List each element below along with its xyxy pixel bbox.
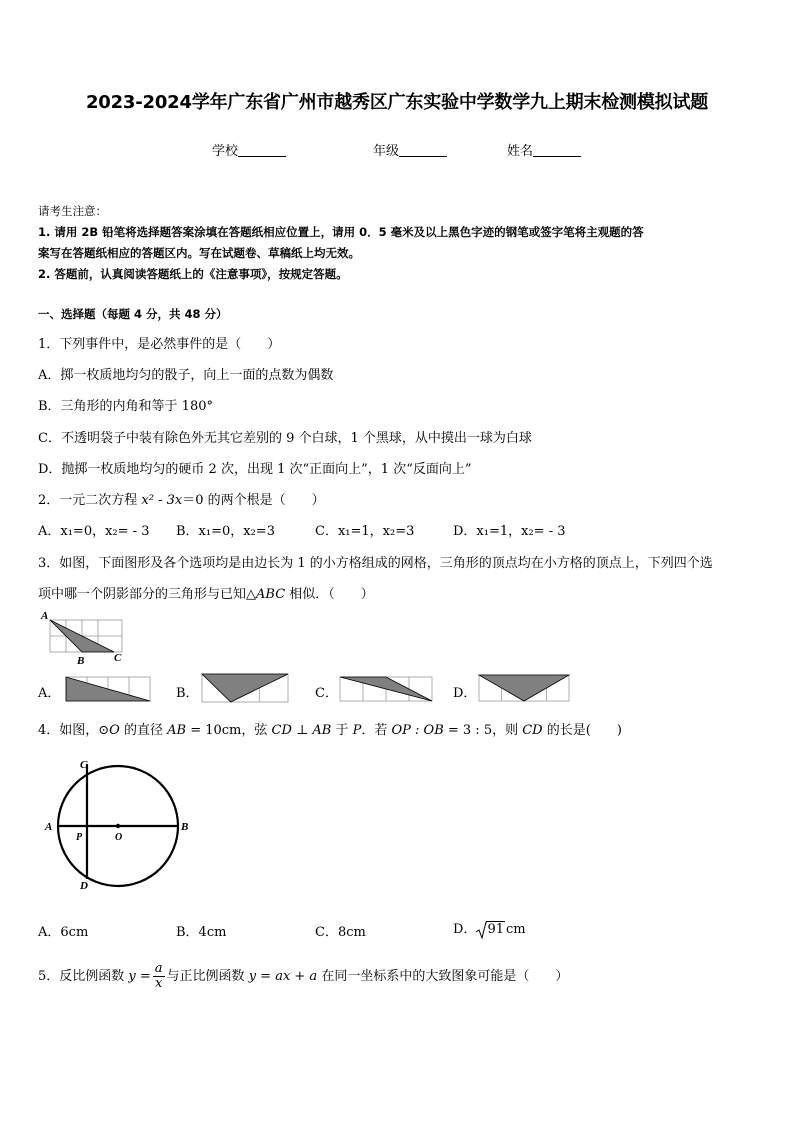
q3-line2-prefix: 项中哪一个阴影部分的三角形与已知: [38, 587, 247, 602]
page-title: 2023-2024学年广东省广州市越秀区广东实验中学数学九上期末检测模拟试题: [85, 92, 709, 113]
q3-reference-figure: [38, 608, 134, 666]
q4-stem-1: 4．如图，: [38, 723, 99, 738]
q3-label-b: B: [77, 655, 85, 666]
q5-stem-1: 5．反比例函数: [38, 969, 129, 984]
q3-option-b-figure[interactable]: [200, 672, 292, 706]
q2-stem: [38, 489, 325, 508]
q4-label-a: A: [45, 821, 53, 833]
notice-item1-line1: 1. 请用 2B 铅笔将选择题答案涂填在答题纸相应位置上，请用 0．5 毫米及以上黑色字迹的钢笔或签字笔将主观题的答: [38, 225, 644, 239]
q4-stem-7: 的长是( ): [542, 723, 622, 738]
q4-label-d: D: [80, 880, 88, 892]
q5-stem-2: 与正比例函数: [166, 969, 249, 984]
grade-field[interactable]: [373, 140, 447, 159]
q3-option-c-figure[interactable]: [338, 675, 436, 705]
name-blank[interactable]: [533, 144, 581, 157]
q4-center-dot: [116, 824, 120, 828]
q4-sqrt: [476, 922, 505, 937]
q5-fraction-denominator: x: [154, 976, 163, 991]
school-label: 学校: [212, 144, 239, 159]
q5-stem: [38, 962, 568, 991]
q1-option-b[interactable]: B．三角形的内角和等于 180°: [38, 399, 213, 414]
q2-option-d[interactable]: D．x₁=1，x₂= - 3: [453, 524, 566, 539]
grade-label: 年级: [373, 144, 400, 159]
q4-label-c: C: [80, 759, 88, 771]
q3-line2: [38, 583, 374, 602]
q5-linear-function: y = ax + a: [248, 969, 318, 984]
q4-label-b: B: [181, 821, 189, 833]
q1-option-a[interactable]: A．掷一枚质地均匀的骰子，向上一面的点数为偶数: [38, 368, 334, 383]
q3-option-a-label[interactable]: A．: [38, 686, 61, 701]
notice-heading: 请考生注意：: [38, 204, 107, 218]
q5-fraction-numerator: a: [154, 961, 163, 976]
q2-option-b[interactable]: B．x₁=0，x₂=3: [176, 524, 275, 539]
q3-triangle-name: △ABC: [246, 587, 286, 602]
q1-stem: 1．下列事件中，是必然事件的是（ ）: [38, 337, 281, 352]
q4-sqrt-radicand: 91: [487, 922, 504, 937]
q4-option-d-unit: cm: [505, 922, 526, 937]
q2-option-c[interactable]: C．x₁=1，x₂=3: [315, 524, 415, 539]
q3-line1: 3．如图，下面图形及各个选项均是由边长为 1 的小方格组成的网格，三角形的顶点均在小方格的顶点上，下列四个选: [38, 556, 713, 571]
school-field[interactable]: [212, 140, 286, 159]
q4-circle-o: ⊙O: [98, 723, 120, 738]
q4-option-d[interactable]: [453, 918, 526, 937]
q2-stem-suffix: ＝0 的两个根是（ ）: [182, 493, 325, 508]
q4-label-p: P: [76, 832, 83, 843]
q4-ratio: OP : OB: [391, 723, 444, 738]
q3-option-b-label[interactable]: B．: [176, 686, 199, 701]
q5-y-equals: y =: [128, 969, 151, 984]
notice-item1-line2: 案写在答题纸相应的答题区内。写在试题卷、草稿纸上均无效。: [38, 246, 360, 260]
q1-option-d[interactable]: D．抛掷一枚质地均匀的硬币 2 次，出现 1 次“正面向上”，1 次“反面向上”: [38, 462, 472, 477]
q3-option-a-figure[interactable]: [64, 675, 154, 705]
q3-option-d-label[interactable]: D．: [453, 686, 477, 701]
q4-option-d-prefix: D．: [453, 922, 477, 937]
q4-stem: [38, 719, 622, 738]
q4-option-c[interactable]: C．8cm: [315, 925, 366, 940]
q4-option-a[interactable]: A．6cm: [38, 925, 89, 940]
q4-diameter-ab: AB: [167, 723, 187, 738]
q4-stem-5: ．若: [361, 723, 392, 738]
q3-option-d-figure[interactable]: [477, 673, 573, 705]
q4-point-p: P: [352, 723, 362, 738]
q1-option-c[interactable]: C．不透明袋子中装有除色外无其它差别的 9 个白球，1 个黑球，从中摸出一球为白球: [38, 431, 532, 446]
q4-label-o: O: [115, 832, 123, 843]
q4-stem-4: 于: [331, 723, 353, 738]
school-blank[interactable]: [238, 144, 286, 157]
q3-line2-suffix: 相似．（ ）: [285, 587, 374, 602]
q2-equation: x² - 3x: [141, 493, 183, 508]
q4-cd-length: CD: [522, 723, 543, 738]
q3-label-c: C: [114, 652, 122, 664]
radical-sign-icon: [476, 921, 487, 940]
notice-item2: 2. 答题前，认真阅读答题纸上的《注意事项》，按规定答题。: [38, 267, 348, 281]
q3-option-c-label[interactable]: C．: [315, 686, 338, 701]
q4-circle-figure: [40, 752, 200, 894]
q4-stem-6: = 3 : 5，则: [443, 723, 523, 738]
name-label: 姓名: [507, 144, 534, 159]
section-heading: 一、选择题（每题 4 分，共 48 分）: [38, 307, 228, 321]
q3-option-d-triangle: [479, 675, 569, 701]
q4-option-b[interactable]: B．4cm: [176, 925, 227, 940]
q3-option-b-triangle: [202, 674, 288, 702]
grade-blank[interactable]: [399, 144, 447, 157]
q5-fraction: [153, 962, 165, 991]
name-field[interactable]: [507, 140, 581, 159]
q4-stem-3: = 10cm，弦: [186, 723, 272, 738]
q5-stem-3: 在同一坐标系中的大致图象可能是（ ）: [317, 969, 569, 984]
q3-label-a: A: [41, 610, 49, 622]
q2-option-a[interactable]: A．x₁=0，x₂= - 3: [38, 524, 150, 539]
q4-stem-2: 的直径: [119, 723, 168, 738]
q4-chord-cd: CD ⊥ AB: [271, 723, 332, 738]
q2-stem-prefix: 2．一元二次方程: [38, 493, 142, 508]
